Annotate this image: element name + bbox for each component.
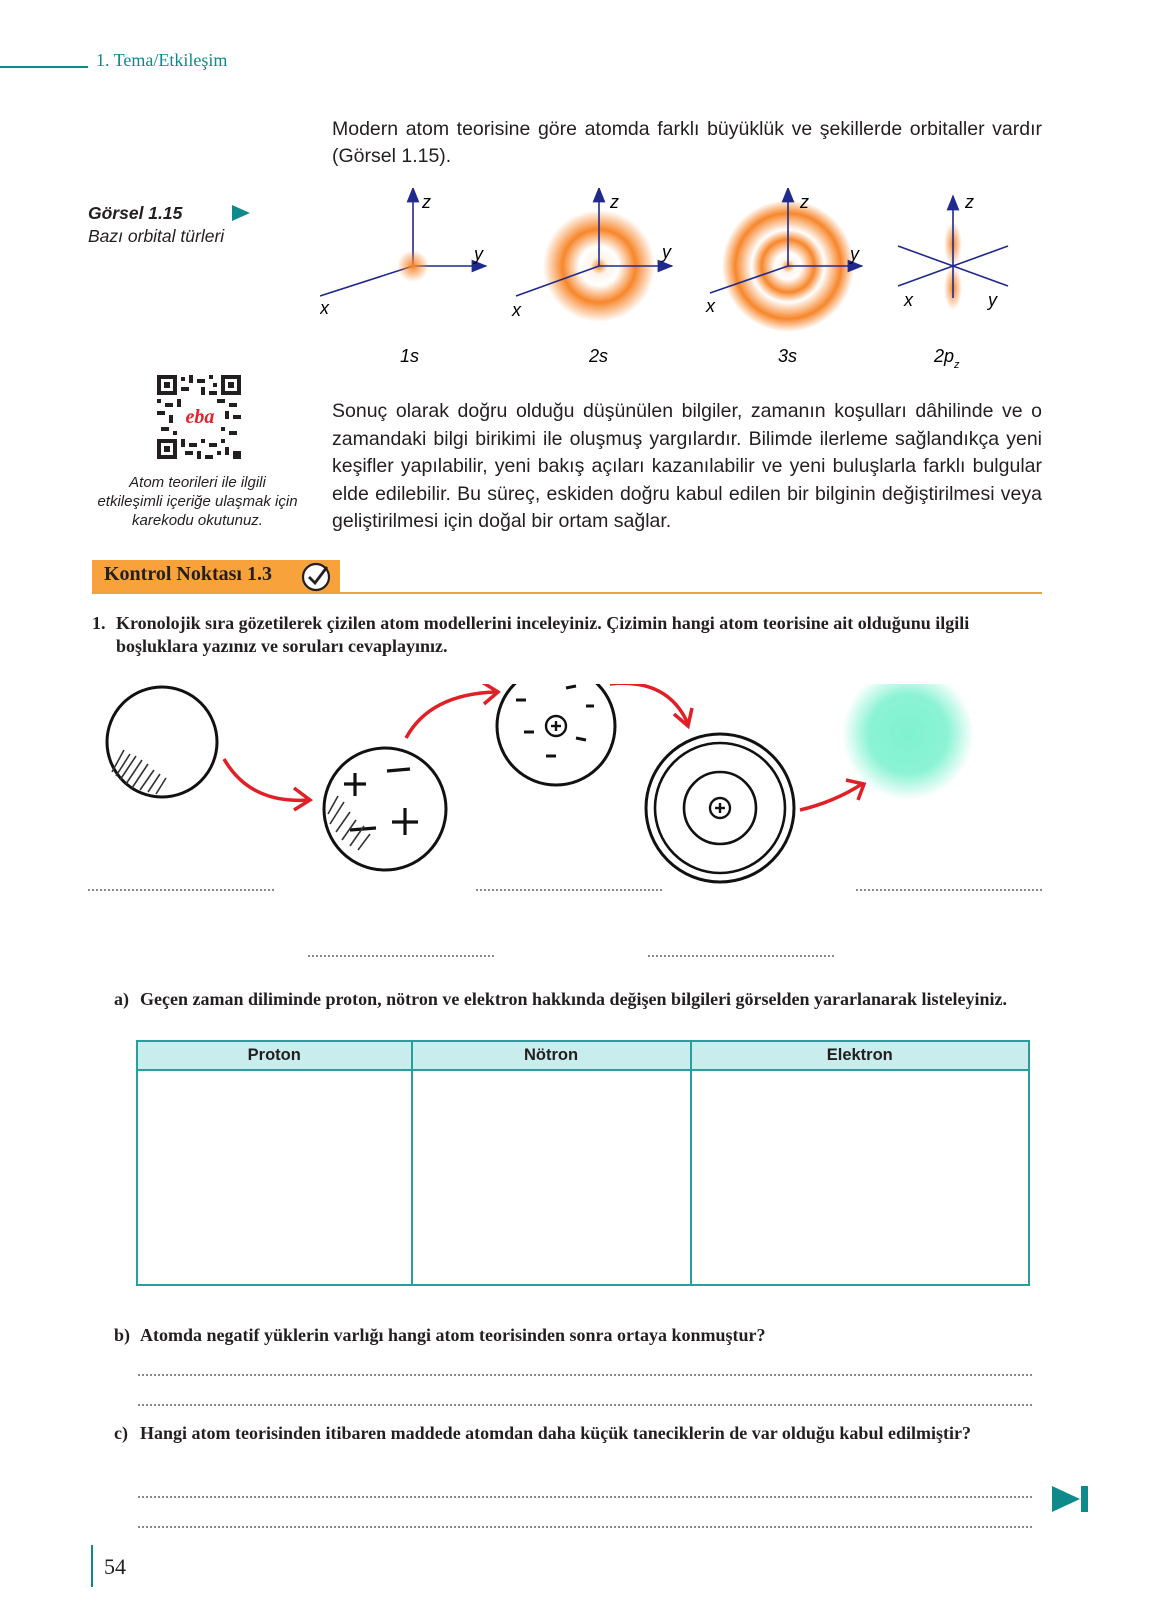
orbital-3s [705, 188, 862, 332]
axis-z-label: z [610, 192, 619, 212]
next-page-icon[interactable] [1052, 1484, 1092, 1514]
orbital-2pz [898, 192, 1008, 310]
axis-y-label: y [850, 244, 859, 264]
qr-code[interactable] [157, 375, 241, 459]
axis-x-label: x [706, 296, 715, 316]
orbital-label-1s: 1s [400, 346, 420, 366]
part-a-text: Geçen zaman diliminde proton, nötron ve elektron hakkında değişen bilgileri görselden yararlanarak listeleyiniz. [140, 989, 1008, 1009]
thomson-model [324, 748, 446, 870]
part-a [114, 988, 1042, 1011]
question-1 [92, 612, 1042, 658]
model-answer-line-5[interactable] [856, 889, 1042, 891]
answer-table [136, 1040, 1030, 1286]
checkmark-icon [300, 561, 332, 593]
part-b-label: b) [114, 1325, 131, 1345]
checkpoint-title: Kontrol Noktası 1.3 [104, 563, 272, 585]
page-number-bar [91, 1545, 93, 1587]
axis-y-label: y [662, 242, 671, 262]
part-a-label: a) [114, 989, 129, 1009]
rutherford-model [497, 684, 615, 785]
axis-z-label: z [422, 192, 431, 212]
axis-y-label: y [474, 244, 483, 264]
table-cell-elektron[interactable] [691, 1070, 1030, 1285]
orbital-1s [320, 188, 486, 318]
orbital-label-2p-sub: z [954, 359, 960, 371]
figure-title: Görsel 1.15 [88, 203, 183, 223]
orbital-label-2s: 2s [589, 346, 609, 366]
part-b-answer-line-2[interactable] [138, 1404, 1032, 1406]
question-1-text: Kronolojik sıra gözetilerek çizilen atom modellerini inceleyiniz. Çizimin hangi atom teorisine ait olduğunu ilgili boşluklara yazınız ve soruları cevaplayınız. [116, 613, 970, 656]
qr-caption: Atom teorileri ile ilgili etkileşimli içeriğe ulaşmak için karekodu okutunuz. [97, 474, 298, 529]
axis-x-label: x [904, 290, 913, 310]
model-answer-line-1[interactable] [88, 889, 274, 891]
table-header-proton: Proton [137, 1041, 412, 1070]
dalton-model [107, 687, 217, 797]
axis-y-label: y [988, 290, 997, 310]
table-header-notron: Nötron [412, 1041, 691, 1070]
part-c-answer-line-2[interactable] [138, 1526, 1032, 1528]
figure-subtitle: Bazı orbital türleri [88, 226, 225, 246]
part-b [114, 1324, 1042, 1347]
table-header-elektron: Elektron [691, 1041, 1030, 1070]
orbital-label-2p-main: 2p [934, 346, 955, 366]
qr-eba-badge: eba [185, 406, 215, 428]
model-answer-line-2[interactable] [308, 955, 494, 957]
atom-models-drawing [100, 684, 1020, 924]
table-cell-notron[interactable] [412, 1070, 691, 1285]
bohr-model [646, 734, 794, 882]
question-1-number: 1. [92, 613, 106, 633]
part-b-answer-line-1[interactable] [138, 1374, 1032, 1376]
part-c-label: c) [114, 1423, 128, 1443]
orbital-label-3s: 3s [778, 346, 798, 366]
part-c-text: Hangi atom teorisinden itibaren maddede atomdan daha küçük taneciklerin de var olduğu kabul edilmiştir? [140, 1423, 971, 1443]
play-triangle-icon [230, 203, 252, 223]
checkpoint-rule [92, 592, 1042, 594]
orbital-2s [511, 188, 672, 322]
part-c [114, 1422, 1042, 1445]
axis-z-label: z [965, 192, 974, 212]
section-title: 1. Tema/Etkileşim [96, 50, 228, 70]
table-cell-proton[interactable] [137, 1070, 412, 1285]
orbital-label-2p [933, 346, 960, 371]
model-answer-line-4[interactable] [648, 955, 834, 957]
page-number: 54 [104, 1554, 126, 1579]
conclusion-paragraph: Sonuç olarak doğru olduğu düşünülen bilgiler, zamanın koşulları dâhilinde ve o zamandaki bilgi birikimi ile oluşmuş yargılardır. Bilimde ilerleme sağlandıkça yeni keşifler yapılabilir, yeni bakış açıları kazanılabilir ve yeni buluşlarla farklı bulgular elde edilebilir. Bu süreç, eskiden doğru kabul edilen bir bilginin değiştirilmesi veya geliştirilmesi için doğal bir ortam sağlar. [332, 400, 1042, 532]
axis-z-label: z [800, 192, 809, 212]
orbital-figure [320, 188, 1050, 388]
model-answer-line-3[interactable] [476, 889, 662, 891]
intro-paragraph: Modern atom teorisine göre atomda farklı büyüklük ve şekillerde orbitaller vardır (Görsel 1.15). [332, 118, 1042, 167]
axis-x-label: x [320, 298, 329, 318]
part-b-text: Atomda negatif yüklerin varlığı hangi atom teorisinden sonra ortaya konmuştur? [140, 1325, 766, 1345]
header-rule [0, 66, 88, 68]
part-c-answer-line-1[interactable] [138, 1496, 1032, 1498]
axis-x-label: x [512, 300, 521, 320]
